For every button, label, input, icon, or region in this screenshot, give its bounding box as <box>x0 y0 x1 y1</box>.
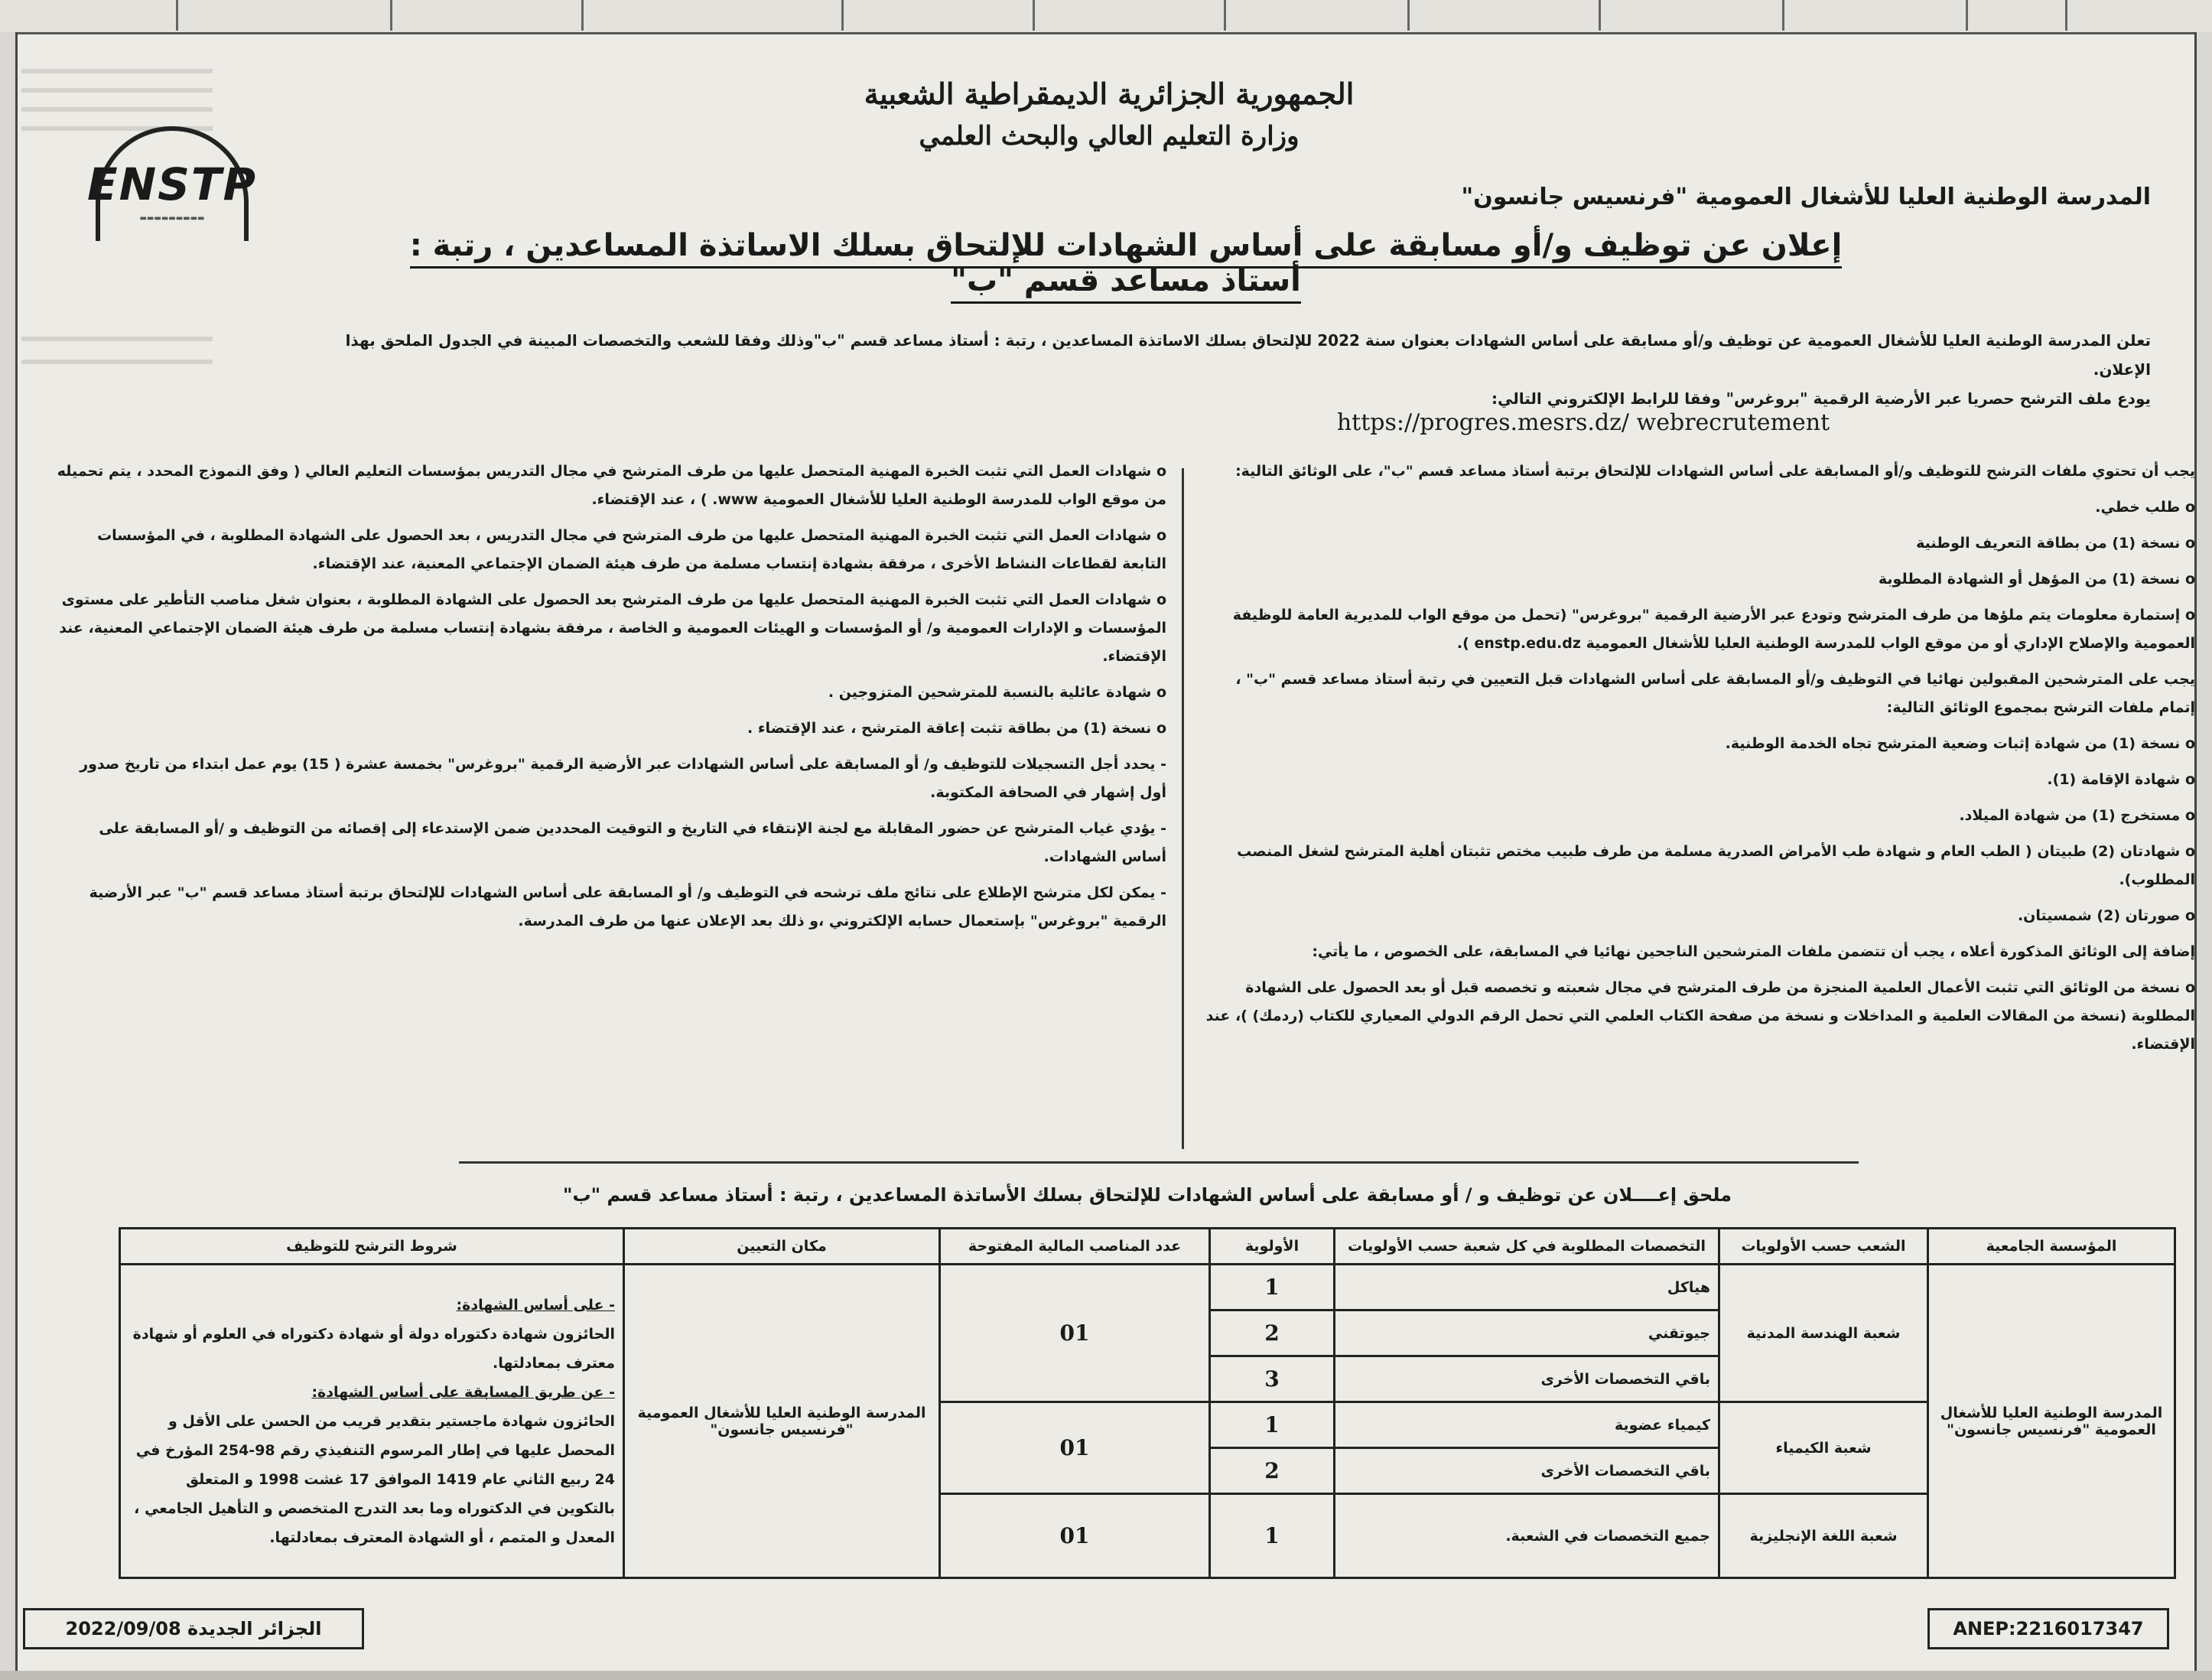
branch-cell: شعبة الكيمياء <box>1719 1402 1928 1494</box>
condition-heading: - على أساس الشهادة: <box>456 1296 615 1314</box>
col-header: شروط الترشح للتوظيف <box>120 1229 624 1265</box>
docs-lead-3: إضافة إلى الوثائق المذكورة أعلاه ، يجب أن تتضمن ملفات المترشحين الناجحين نهائيا في المسابقة، على الخصوص ، ما يأتي: <box>1312 943 2195 960</box>
col-header: مكان التعيين <box>624 1229 940 1265</box>
logo-subtext: ▬▬▬▬▬▬▬▬▬ <box>139 214 205 223</box>
announcement-title <box>399 228 1853 298</box>
ministry-heading: وزارة التعليم العالي والبحث العلمي <box>919 121 1300 151</box>
branch-cell: شعبة الهندسة المدنية <box>1719 1265 1928 1402</box>
col-header: المؤسسة الجامعية <box>1928 1229 2175 1265</box>
note-item: - يحدد أجل التسجيلات للتوظيف و/ أو المسابقة على أساس الشهادات عبر الأرضية الرقمية "بروغرس" بخمسة عشرة ( 15) يوم عمل ابتداء من تاريخ صدور أول إشهار في الصحافة المكتوبة. <box>80 756 1166 801</box>
top-edge-strip <box>0 0 2212 34</box>
bleed-through-line <box>21 69 213 73</box>
doc-item: o نسخة (1) من بطاقة تثبت إعاقة المترشح ، عند الإقتضاء . <box>50 715 1166 743</box>
spec-cell: كيمياء عضوية <box>1335 1402 1719 1448</box>
bleed-through-line <box>21 360 213 364</box>
branch-cell: شعبة اللغة الإنجليزية <box>1719 1494 1928 1578</box>
bottom-edge-strip <box>0 1671 2212 1680</box>
progres-url: https://progres.mesrs.dz/ webrecrutement <box>1336 409 1830 436</box>
right-edge-column <box>2194 32 2212 1680</box>
priority-cell: 1 <box>1210 1494 1335 1578</box>
conditions-cell <box>120 1265 624 1578</box>
posts-cell: 01 <box>940 1402 1210 1494</box>
doc-item: o إستمارة معلومات يتم ملؤها من طرف المترشح وتودع عبر الأرضية الرقمية "بروغرس" (تحمل من موقع الواب للمديرية العامة للوظيفة العمومية والإصلاح الإداري أو من موقع الواب للمدرسة الوطنية العليا للأشغال العمومية enstp.edu.dz ). <box>1201 601 2195 658</box>
school-name: المدرسة الوطنية العليا للأشغال العمومية "فرنسيس جانسون" <box>1461 184 2151 210</box>
doc-item: o نسخة (1) من شهادة إثبات وضعية المترشح تجاه الخدمة الوطنية. <box>1201 730 2195 758</box>
announcement-title-text: إعلان عن توظيف و/أو مسابقة على أساس الشهادات للإلتحاق بسلك الاساتذة المساعدين ، رتبة : أستاذ مساعد قسم "ب" <box>410 228 1843 304</box>
col-header: الشعب حسب الأولويات <box>1719 1229 1928 1265</box>
priority-cell: 1 <box>1210 1265 1335 1310</box>
bleed-through-line <box>21 337 213 341</box>
table-header-row <box>120 1229 2175 1265</box>
spec-cell: جميع التخصصات في الشعبة. <box>1335 1494 1719 1578</box>
spec-cell: باقي التخصصات الأخرى <box>1335 1356 1719 1402</box>
col-header: الأولوية <box>1210 1229 1335 1265</box>
priority-cell: 2 <box>1210 1310 1335 1356</box>
priority-cell: 1 <box>1210 1402 1335 1448</box>
anep-reference: ANEP:2216017347 <box>1927 1608 2169 1649</box>
doc-item: o نسخة (1) من المؤهل أو الشهادة المطلوبة <box>1201 565 2195 594</box>
column-divider <box>1182 468 1184 1149</box>
doc-item: o نسخة (1) من بطاقة التعريف الوطنية <box>1201 529 2195 558</box>
doc-item: o شهادة الإقامة (1). <box>1201 766 2195 794</box>
doc-item: o مستخرج (1) من شهادة الميلاد. <box>1201 802 2195 830</box>
annex-separator <box>459 1161 1859 1164</box>
col-header: عدد المناصب المالية المفتوحة <box>940 1229 1210 1265</box>
table-row <box>120 1265 2175 1310</box>
note-item: - يمكن لكل مترشح الإطلاع على نتائج ملف ترشحه في التوظيف و/ أو المسابقة على أساس الشهادات للإلتحاق برتبة أستاذ مساعد قسم "ب" عبر الأرضية الرقمية "بروغرس" بإستعمال حسابه الإلكتروني ،و ذلك بعد الإعلان عنها من طرف المدرسة. <box>89 884 1166 930</box>
enstp-logo <box>69 126 275 226</box>
doc-item: o صورتان (2) شمسيتان. <box>1201 902 2195 930</box>
posts-cell: 01 <box>940 1494 1210 1578</box>
condition-heading: - عن طريق المسابقة على أساس الشهادة: <box>311 1383 615 1401</box>
logo-text: ENSTP <box>86 158 257 210</box>
condition-text: الحائزون شهادة دكتوراه دولة أو شهادة دكتوراه في العلوم أو شهادة معترف بمعادلتها. <box>132 1325 615 1372</box>
right-column <box>1201 457 2195 1066</box>
priority-cell: 2 <box>1210 1448 1335 1494</box>
doc-item: o شهادتان (2) طبيتان ( الطب العام و شهادة طب الأمراض الصدرية مسلمة من طرف طبيب مختص تثبتان أهلية المترشح لشغل المنصب المطلوب). <box>1201 838 2195 894</box>
doc-item: o شهادات العمل التي تثبت الخبرة المهنية المتحصل عليها من طرف المترشح بعد الحصول على الشهادة المطلوبة ، بعنوان شغل مناصب التأطير على مستوى المؤسسات و الإدارات العمومية و/ أو المؤسسات و الهيئات العمومية و الخاصة ، مرفقة بشهادة إنتساب مسلمة من طرف هيئة الضمان الإجتماعي المعنية، عند الإقتضاء. <box>50 586 1166 671</box>
place-cell: المدرسة الوطنية العليا للأشغال العمومية "فرنسيس جانسون" <box>624 1265 940 1578</box>
publish-date: 2022/09/08 <box>65 1618 181 1639</box>
institution-cell: المدرسة الوطنية العليا للأشغال العمومية "فرنسيس جانسون" <box>1928 1265 2175 1578</box>
left-column <box>50 457 1166 943</box>
spec-cell: جيوتقني <box>1335 1310 1719 1356</box>
annex-table <box>119 1227 2176 1579</box>
intro-paragraph: تعلن المدرسة الوطنية العليا للأشغال العمومية عن توظيف و/أو مسابقة على أساس الشهادات بعنوان سنة 2022 للإلتحاق بسلك الاساتذة المساعدين ، رتبة : أستاذ مساعد قسم "ب"وذلك وفقا للشعب والتخصصات المبينة في الجدول الملحق بهذا الإعلان. <box>345 331 2151 379</box>
left-edge-column <box>0 32 18 1680</box>
doc-item: o شهادة عائلية بالنسبة للمترشحين المتزوجين . <box>50 679 1166 707</box>
note-item: - يؤدي غياب المترشح عن حضور المقابلة مع لجنة الإنتقاء في التاريخ و التوقيت المحددين ضمن الإستدعاء إلى إقصائه من التوظيف و /أو المسابقة على أساس الشهادات. <box>99 820 1166 865</box>
priority-cell: 3 <box>1210 1356 1335 1402</box>
annex-title: ملحق إعــــلان عن توظيف و / أو مسابقة على أساس الشهادات للإلتحاق بسلك الأساتذة المساعدين ، رتبة : أستاذ مساعد قسم "ب" <box>562 1184 1732 1206</box>
bleed-through-line <box>21 107 213 112</box>
intro-block <box>330 326 2151 413</box>
posts-cell: 01 <box>940 1265 1210 1402</box>
intro-submission: يودع ملف الترشح حصريا عبر الأرضية الرقمية "بروغرس" وفقا للرابط الإلكتروني التالي: <box>1491 389 2151 408</box>
republic-heading: الجمهورية الجزائرية الديمقراطية الشعبية <box>864 77 1355 111</box>
doc-item: o شهادات العمل التي تثبت الخبرة المهنية المتحصل عليها من طرف المترشح في مجال التدريس ، بعد الحصول على الشهادة المطلوبة ، في المؤسسات التابعة لقطاعات النشاط الأخرى ، مرفقة بشهادة إنتساب مسلمة من طرف هيئة الضمان الإجتماعي المعنية، عند الإقتضاء. <box>50 522 1166 578</box>
condition-text: الحائزون شهادة ماجستير بتقدير قريب من الحسن على الأقل و المحصل عليها في إطار المرسوم التنفيذي رقم 98-254 المؤرخ في 24 ربيع الثاني عام 1419 الموافق 17 غشت 1998 و المتعلق بالتكوين في الدكتوراه وما بعد التدرج المتخصص و التأهيل الجامعي ، المعدل و المتمم ، أو الشهادة المعترف بمعادلتها. <box>134 1412 615 1546</box>
spec-cell: باقي التخصصات الأخرى <box>1335 1448 1719 1494</box>
spec-cell: هياكل <box>1335 1265 1719 1310</box>
doc-item: o شهادات العمل التي تثبت الخبرة المهنية المتحصل عليها من طرف المترشح في مجال التدريس بمؤسسات التعليم العالي ( وفق النموذج المحدد ، يتم تحميله من موقع الواب للمدرسة الوطنية العليا للأشغال العمومية www. ) ، عند الإقتضاء. <box>50 457 1166 514</box>
docs-lead-2: يجب على المترشحين المقبولين نهائيا في التوظيف و/أو المسابقة على أساس الشهادات قبل التعيين في رتبة أستاذ مساعد قسم "ب" ، إتمام ملفات الترشح بمجموع الوثائق التالية: <box>1235 671 2195 716</box>
docs-lead: يجب أن تحتوي ملفات الترشح للتوظيف و/أو المسابقة على أساس الشهادات للإلتحاق برتبة أستاذ مساعد قسم "ب"، على الوثائق التالية: <box>1235 463 2195 480</box>
doc-item: o نسخة من الوثائق التي تثبت الأعمال العلمية المنجزة من طرف المترشح في مجال شعبته و تخصصه قبل أو بعد الحصول على الشهادة المطلوبة (نسخة من المقالات العلمية و المداخلات و نسخة من صفحة الكتاب العلمي التي تحمل الرقم الدولي المعياري للكتاب (ردمك) )، عند الإقتضاء. <box>1201 974 2195 1059</box>
col-header: التخصصات المطلوبة في كل شعبة حسب الأولويات <box>1335 1229 1719 1265</box>
bleed-through-line <box>21 88 213 93</box>
newspaper-box <box>23 1608 364 1649</box>
newspaper-name: الجزائر الجديدة <box>187 1618 322 1639</box>
doc-item: o طلب خطي. <box>1201 493 2195 522</box>
